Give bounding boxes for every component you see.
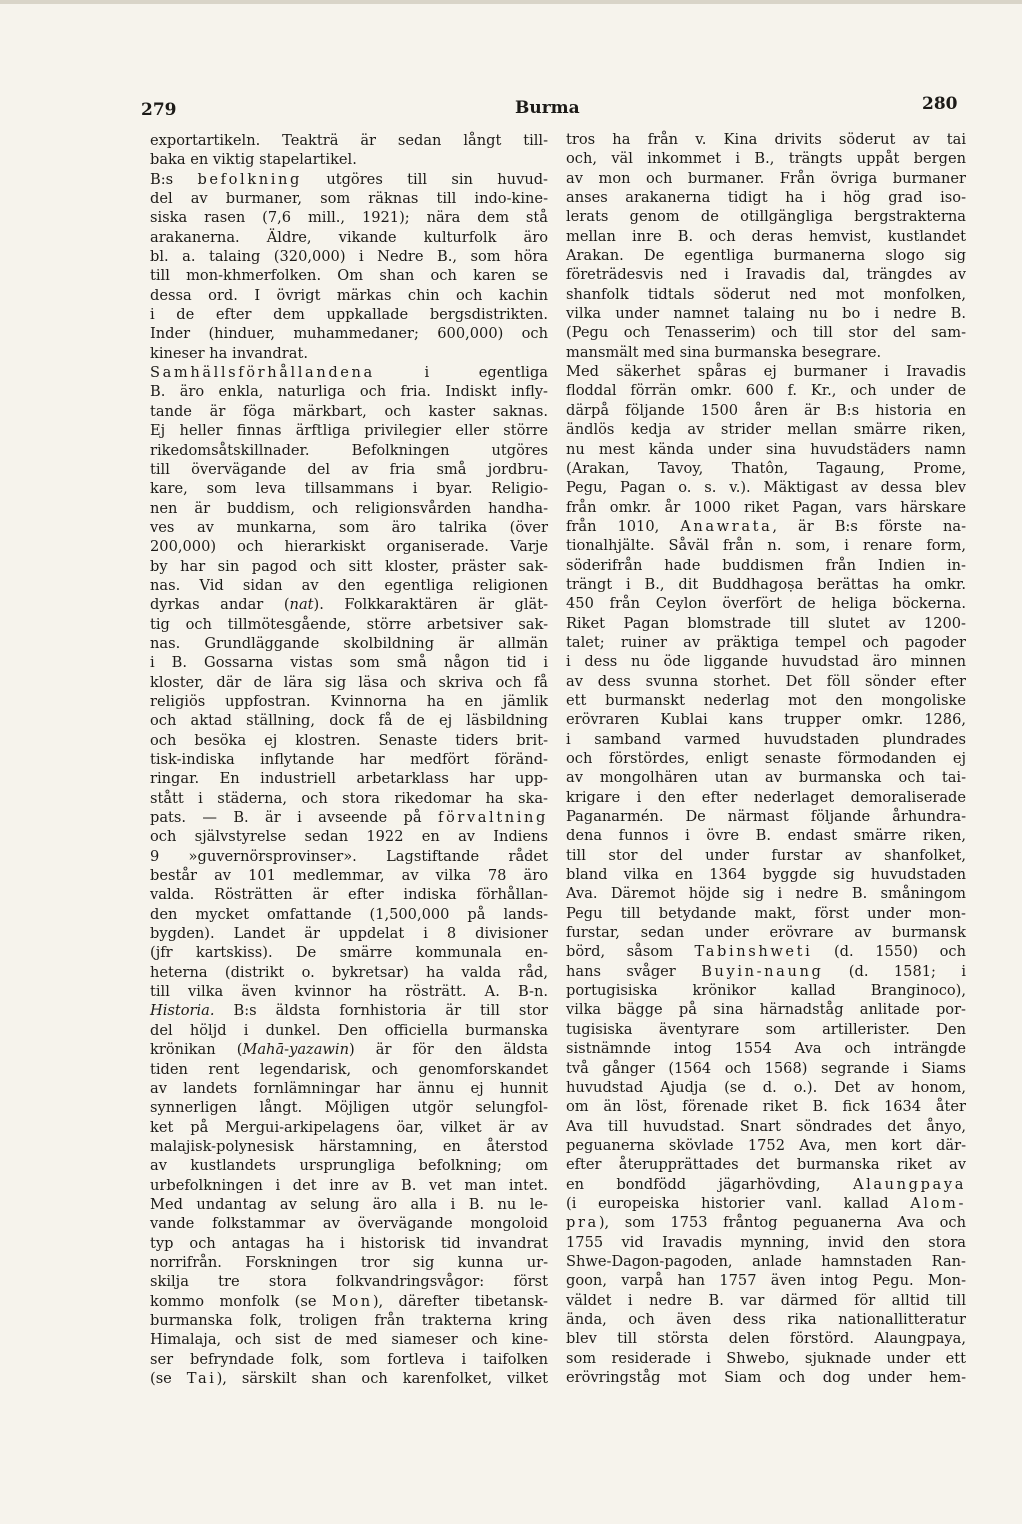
text-segment: ), som 1753 fråntog peguanerna Ava och: [598, 1214, 966, 1232]
text-line: [566, 381, 966, 400]
text-line: [566, 362, 966, 381]
text-segment: nas. Grundläggande skolbildning är allmän: [150, 634, 548, 652]
spaced-keyword: Samhällsförhållandena: [150, 364, 375, 382]
text-line: [566, 498, 966, 517]
text-line: [150, 441, 548, 460]
text-segment: erövringståg mot Siam och dog under hem-: [566, 1369, 966, 1386]
text-line: [150, 247, 548, 266]
text-segment: Inder (hinduer, muhammedaner; 600,000) och: [150, 325, 548, 343]
text-segment: (se: [150, 1370, 187, 1387]
text-segment: från omkr. år 1000 riket Pagan, vars härskare: [566, 498, 966, 516]
text-line: [150, 615, 548, 634]
text-segment: består av 101 medlemmar, av vilka 78 äro: [150, 867, 548, 885]
text-line: [566, 1078, 966, 1097]
text-line: [150, 1021, 548, 1040]
text-line: [150, 731, 548, 750]
text-segment: av mon och burmaner. Från övriga burmaner: [566, 169, 966, 187]
text-line: [566, 265, 966, 284]
text-line: [150, 518, 548, 537]
text-line: [150, 1040, 548, 1059]
text-line: [566, 343, 966, 362]
text-line: [150, 1001, 548, 1020]
text-line: [150, 286, 548, 305]
text-segment: pats. — B. är i avseende på: [150, 809, 438, 827]
text-line: [566, 788, 966, 807]
text-line: [566, 149, 966, 168]
text-segment: mellan inre B. och deras hemvist, kustlandet: [566, 227, 966, 245]
text-segment: vilka bägge på sina härnadståg anlitade por-: [566, 1001, 966, 1019]
text-segment: om än löst, förenade riket B. fick 1634 åter: [566, 1098, 966, 1116]
text-line: [566, 478, 966, 497]
text-line: [566, 1349, 966, 1368]
text-line: [566, 207, 966, 226]
text-segment: och, väl inkommet i B., trängts uppåt bergen: [566, 150, 966, 168]
text-line: [566, 1291, 966, 1310]
text-line: [566, 942, 966, 961]
text-segment: Ava. Däremot höjde sig i nedre B. småningom: [566, 885, 966, 903]
text-segment: ket på Mergui-arkipelagens öar, vilket är av: [150, 1118, 548, 1136]
text-line: [566, 323, 966, 342]
text-line: [150, 1118, 548, 1137]
text-line: [150, 827, 548, 846]
text-line: [566, 981, 966, 1000]
text-segment: 200,000) och hierarkiskt organiserade. Varje: [150, 538, 548, 556]
text-segment: ringar. En industriell arbetarklass har upp-: [150, 770, 548, 788]
text-segment: den mycket omfattande (1,500,000 på lands-: [150, 905, 548, 923]
text-segment: väldet i nedre B. var därmed för alltid till: [566, 1291, 966, 1309]
text-segment: ), särskilt shan och karenfolket, vilket: [216, 1370, 549, 1387]
text-segment: burmanska folk, troligen från trakterna kring: [150, 1311, 548, 1329]
text-line: [566, 130, 966, 149]
text-segment: arakanerna. Äldre, vikande kulturfolk äro: [150, 228, 548, 246]
text-line: [150, 1292, 548, 1311]
text-segment: bland vilka en 1364 byggde sig huvudstaden: [566, 866, 966, 884]
text-segment: Pegu, Pagan o. s. v.). Mäktigast av dessa blev: [566, 479, 966, 497]
text-line: [566, 962, 966, 981]
text-line: [566, 1117, 966, 1136]
text-line: [566, 1155, 966, 1174]
text-line: [566, 285, 966, 304]
text-segment: krönikan (: [150, 1041, 243, 1059]
text-line: [566, 1252, 966, 1271]
text-segment: talet; ruiner av präktiga tempel och pagoder: [566, 633, 966, 651]
text-line: [566, 575, 966, 594]
text-segment: Riket Pagan blomstrade till slutet av 1200-: [566, 614, 966, 632]
text-line: [150, 1060, 548, 1079]
text-segment: heterna (distrikt o. bykretsar) ha valda råd,: [150, 963, 548, 981]
text-segment: i B. Gossarna vistas som små någon tid i: [150, 654, 548, 672]
text-line: [566, 1020, 966, 1039]
page-top-edge: [0, 0, 1022, 4]
text-segment: del höljd i dunkel. Den officiella burmanska: [150, 1021, 548, 1039]
text-line: [566, 1368, 966, 1387]
text-segment: nen är buddism, och religionsvården handha-: [150, 499, 548, 517]
text-segment: (d. 1581; i: [823, 962, 966, 980]
text-line: [566, 672, 966, 691]
text-segment: tionalhjälte. Såväl från n. som, i renare form,: [566, 537, 966, 555]
text-line: [150, 1253, 548, 1272]
text-segment: exportartikeln. Teakträ är sedan långt till-: [150, 132, 548, 149]
text-line: [566, 1136, 966, 1155]
text-segment: kare, som leva tillsammans i byar. Religio-: [150, 480, 548, 498]
text-segment: Arakan. De egentliga burmanerna slogo sig: [566, 247, 966, 265]
spaced-keyword: Mon: [331, 1292, 373, 1310]
text-line: [566, 1000, 966, 1019]
text-line: [566, 846, 966, 865]
text-segment: bl. a. talaing (320,000) i Nedre B., som höra: [150, 248, 548, 266]
spaced-keyword: Buyin-naung: [701, 962, 824, 980]
text-segment: siska rasen (7,6 mill., 1921); nära dem stå: [150, 209, 548, 227]
text-segment: Ava till huvudstad. Snart söndrades det ånyo,: [566, 1117, 966, 1135]
text-line: [150, 324, 548, 343]
text-line: [566, 536, 966, 555]
text-line: [150, 769, 548, 788]
text-line: [150, 1137, 548, 1156]
text-segment: by har sin pagod och sitt kloster, präster sak-: [150, 557, 548, 575]
text-line: [566, 884, 966, 903]
text-line: [566, 517, 966, 536]
text-line: [150, 1156, 548, 1175]
text-segment: och besöka ej klostren. Senaste tiders brit-: [150, 731, 548, 749]
text-line: [150, 1234, 548, 1253]
text-line: [566, 440, 966, 459]
text-segment: nas. Vid sidan av den egentliga religionen: [150, 576, 548, 594]
text-segment: vande folkstammar av övervägande mongoloid: [150, 1215, 548, 1233]
text-line: [150, 885, 548, 904]
text-line: [566, 691, 966, 710]
text-segment: tig och tillmötesgående, större arbetsiver sak-: [150, 615, 548, 633]
text-segment: till mon-khmerfolken. Om shan och karen se: [150, 267, 548, 285]
text-line: [566, 904, 966, 923]
text-segment: (d. 1550) och: [812, 943, 966, 961]
text-line: [150, 634, 548, 653]
text-segment: som residerade i Shwebo, sjuknade under ett: [566, 1349, 966, 1367]
text-segment: B. äro enkla, naturliga och fria. Indiskt infly-: [150, 383, 548, 401]
text-segment: till stor del under furstar av shanfolket,: [566, 846, 966, 864]
text-line: [566, 865, 966, 884]
text-segment: i egentliga: [374, 364, 548, 382]
text-line: [150, 963, 548, 982]
text-line: [566, 1329, 966, 1348]
text-segment: tiden rent legendarisk, och genomforskandet: [150, 1060, 548, 1078]
page-header: [0, 94, 1022, 126]
text-line: [150, 943, 548, 962]
text-segment: av dess svunna storhet. Det föll sönder efter: [566, 672, 966, 690]
running-title: Burma: [515, 98, 580, 118]
text-line: [150, 808, 548, 827]
text-segment: (Arakan, Tavoy, Thatôn, Tagaung, Prome,: [566, 459, 966, 477]
text-segment: hans svåger: [566, 962, 702, 980]
text-segment: i samband varmed huvudstaden plundrades: [566, 730, 966, 748]
text-segment: del av burmaner, som räknas till indo-kine-: [150, 190, 548, 208]
spaced-keyword: förvaltning: [437, 809, 548, 827]
text-segment: från 1010,: [566, 517, 681, 535]
text-segment: skilja tre stora folkvandringsvågor: först: [150, 1273, 548, 1291]
text-segment: utgöres till sin huvud-: [301, 170, 548, 188]
text-line: [150, 1369, 548, 1388]
text-line: [566, 169, 966, 188]
text-segment: Med undantag av selung äro alla i B. nu le-: [150, 1195, 548, 1213]
text-segment: Ej heller finnas ärftliga privilegier eller större: [150, 422, 548, 440]
text-line: [566, 1039, 966, 1058]
text-segment: av kustlandets ursprungliga befolkning; om: [150, 1157, 548, 1175]
text-line: [566, 826, 966, 845]
page-number-left: 279: [141, 100, 177, 120]
italic-term: Historia.: [150, 1002, 215, 1020]
text-line: [150, 131, 548, 150]
text-segment: ända, och även dess rika nationallitteratur: [566, 1310, 966, 1328]
text-segment: ves av munkarna, som äro talrika (över: [150, 518, 548, 536]
text-line: [150, 1311, 548, 1330]
text-line: [566, 420, 966, 439]
text-line: [150, 673, 548, 692]
text-segment: valda. Rösträtten är efter indiska förhållan-: [150, 886, 548, 904]
text-line: [566, 246, 966, 265]
text-line: [150, 537, 548, 556]
text-line: [150, 1195, 548, 1214]
text-segment: shanfolk tidtals söderut ned mot monfolken,: [566, 285, 966, 303]
text-line: [150, 711, 548, 730]
text-line: [566, 1271, 966, 1290]
text-segment: goon, varpå han 1757 även intog Pegu. Mon-: [566, 1272, 966, 1290]
text-segment: synnerligen långt. Möjligen utgör selungfol-: [150, 1099, 548, 1117]
text-segment: tisk-indiska inflytande har medfört föränd-: [150, 751, 548, 768]
text-segment: vilka under namnet talaing nu bo i nedre B.: [566, 305, 966, 323]
text-segment: (i europeiska historier vanl. kallad: [566, 1194, 911, 1212]
text-segment: anses arakanerna tidigt ha i hög grad iso-: [566, 189, 966, 207]
text-segment: religiös uppfostran. Kvinnorna ha en jämlik: [150, 692, 548, 710]
text-line: [150, 557, 548, 576]
text-line: [566, 401, 966, 420]
text-line: [150, 924, 548, 943]
text-segment: lerats genom de otillgängliga bergstrakterna: [566, 208, 966, 226]
text-line: [566, 556, 966, 575]
text-segment: huvudstad Ajudja (se d. o.). Det av honom,: [566, 1078, 966, 1096]
spaced-keyword: Alom-: [910, 1194, 966, 1212]
text-segment: krigare i den efter nederlaget demoraliserade: [566, 788, 966, 806]
text-line: [150, 208, 548, 227]
text-segment: 450 från Ceylon överfört de heliga böckerna.: [566, 595, 966, 613]
text-line: [150, 576, 548, 595]
spaced-keyword: befolkning: [197, 170, 302, 188]
page-number-right: 280: [922, 94, 958, 114]
text-line: [150, 692, 548, 711]
text-segment: ) är för den äldsta: [348, 1041, 549, 1059]
text-segment: urbefolkningen i det inre av B. vet man intet.: [150, 1176, 548, 1194]
text-line: [150, 382, 548, 401]
text-line: [150, 847, 548, 866]
text-segment: kineser ha invandrat.: [150, 344, 308, 362]
text-line: [150, 189, 548, 208]
text-line: [566, 614, 966, 633]
text-segment: en bondfödd jägarhövding,: [566, 1175, 853, 1193]
text-segment: sistnämnde intog 1554 Ava och inträngde: [566, 1040, 966, 1058]
text-segment: (jfr kartskiss). De smärre kommunala en-: [150, 944, 548, 962]
text-segment: B:s: [150, 170, 198, 188]
text-segment: typ och antagas ha i historisk tid invandrat: [150, 1234, 548, 1252]
text-line: [566, 1310, 966, 1329]
text-segment: kloster, där de lära sig läsa och skriva och få: [150, 673, 548, 691]
text-segment: , är B:s förste na-: [772, 517, 966, 535]
text-segment: söderifrån hade buddismen från Indien in-: [566, 556, 966, 574]
text-line: [566, 1175, 966, 1194]
text-line: [150, 499, 548, 518]
text-line: [150, 402, 548, 421]
text-line: [566, 768, 966, 787]
text-segment: av landets fornlämningar har ännu ej hunnit: [150, 1079, 548, 1097]
text-line: [150, 1098, 548, 1117]
text-segment: till övervägande del av fria små jordbru-: [150, 460, 548, 478]
text-segment: dessa ord. I övrigt märkas chin och kachin: [150, 286, 548, 304]
text-line: [150, 1330, 548, 1349]
text-line: [150, 460, 548, 479]
text-line: [150, 1272, 548, 1291]
left-column: [150, 131, 548, 1388]
spaced-keyword: Alaungpaya: [852, 1175, 966, 1193]
text-segment: mansmält med sina burmanska besegrare.: [566, 343, 882, 361]
text-segment: norrifrån. Forskningen tror sig kunna ur-: [150, 1253, 548, 1271]
text-segment: ändlös kedja av strider mellan smärre riken,: [566, 421, 966, 439]
text-line: [150, 266, 548, 285]
text-line: [566, 749, 966, 768]
text-line: [150, 595, 548, 614]
text-segment: och förstördes, enligt senaste förmodanden ej: [566, 750, 966, 767]
text-segment: tugisiska äventyrare som artillerister. Den: [566, 1020, 966, 1038]
text-segment: portugisiska krönikor kallad Branginoco),: [566, 982, 966, 1000]
text-line: [566, 633, 966, 652]
text-segment: nu mest kända under sina huvudstäders namn: [566, 440, 966, 458]
text-line: [566, 1233, 966, 1252]
text-line: [150, 905, 548, 924]
text-line: [150, 421, 548, 440]
right-column: [566, 130, 966, 1387]
text-line: [150, 344, 548, 363]
text-line: [566, 710, 966, 729]
text-segment: Paganarmén. De närmast följande århundra-: [566, 808, 966, 826]
text-segment: rikedomsåtskillnader. Befolkningen utgöres: [150, 441, 548, 459]
text-line: [150, 982, 548, 1001]
text-line: [150, 1176, 548, 1195]
text-line: [566, 304, 966, 323]
text-segment: ). Folkkaraktären är glät-: [313, 596, 548, 614]
text-line: [150, 479, 548, 498]
text-line: [566, 730, 966, 749]
text-line: [150, 305, 548, 324]
text-line: [566, 1194, 966, 1213]
text-segment: B:s äldsta fornhistoria är till stor: [214, 1002, 548, 1020]
text-line: [566, 807, 966, 826]
text-segment: börd, såsom: [566, 943, 695, 961]
text-segment: ser befryndade folk, som fortleva i taifolken: [150, 1350, 548, 1368]
text-segment: tande är föga märkbart, och kaster saknas.: [150, 402, 548, 420]
text-segment: bygden). Landet är uppdelat i 8 divisioner: [150, 925, 548, 943]
text-segment: Shwe-Dagon-pagoden, anlade hamnstaden Ran-: [566, 1252, 966, 1270]
text-segment: furstar, sedan under erövrare av burmansk: [566, 924, 966, 942]
text-segment: kommo monfolk (se: [150, 1292, 332, 1310]
text-line: [150, 170, 548, 189]
text-segment: tros ha från v. Kina drivits söderut av tai: [566, 131, 966, 148]
text-segment: ), därefter tibetansk-: [372, 1292, 548, 1310]
text-line: [150, 228, 548, 247]
text-line: [566, 1059, 966, 1078]
text-segment: (Pegu och Tenasserim) och till stor del sam-: [566, 324, 966, 342]
text-line: [150, 1079, 548, 1098]
text-segment: dyrkas andar (: [150, 596, 290, 614]
spaced-keyword: pra: [566, 1214, 599, 1232]
text-line: [150, 750, 548, 769]
text-segment: och aktad ställning, dock få de ej läsbildning: [150, 712, 548, 730]
text-line: [566, 188, 966, 207]
text-segment: efter återupprättades det burmanska riket av: [566, 1156, 966, 1174]
text-line: [150, 866, 548, 885]
text-segment: två gånger (1564 och 1568) segrande i Siams: [566, 1059, 966, 1077]
text-line: [566, 459, 966, 478]
text-line: [566, 923, 966, 942]
text-line: [150, 1350, 548, 1369]
text-segment: 9 »guvernörsprovinser». Lagstiftande rådet: [150, 847, 548, 865]
text-line: [150, 789, 548, 808]
text-segment: peguanerna skövlade 1752 Ava, men kort där-: [566, 1136, 966, 1154]
text-segment: av mongolhären utan av burmanska och tai-: [566, 769, 966, 787]
text-segment: Med säkerhet spåras ej burmaner i Iravadis: [566, 363, 966, 381]
text-line: [566, 1213, 966, 1232]
text-segment: företrädesvis ned i Iravadis dal, trängdes av: [566, 266, 966, 284]
italic-term: nat: [289, 596, 314, 614]
spaced-keyword: Tabinshweti: [694, 943, 813, 961]
spaced-keyword: Anawrata: [680, 517, 773, 535]
text-segment: Himalaja, och sist de med siameser och kine-: [150, 1331, 548, 1349]
text-line: [150, 150, 548, 169]
text-segment: ett burmanskt nederlag mot den mongoliske: [566, 691, 966, 709]
text-segment: 1755 vid Iravadis mynning, invid den stora: [566, 1233, 966, 1251]
text-line: [566, 652, 966, 671]
text-segment: trängt i B., dit Buddhagoṣa berättas ha omkr.: [566, 575, 966, 593]
text-segment: Pegu till betydande makt, först under mon-: [566, 904, 966, 922]
text-line: [566, 1097, 966, 1116]
text-segment: därpå följande 1500 åren är B:s historia en: [566, 401, 966, 419]
text-segment: blev till största delen förstörd. Alaungpaya,: [566, 1330, 966, 1348]
text-line: [150, 363, 548, 382]
text-line: [150, 653, 548, 672]
text-segment: i de efter dem uppkallade bergsdistrikten.: [150, 306, 548, 324]
text-segment: erövraren Kublai kans trupper omkr. 1286,: [566, 711, 966, 729]
text-segment: baka en viktig stapelartikel.: [150, 151, 357, 169]
text-line: [566, 227, 966, 246]
text-segment: och självstyrelse sedan 1922 en av Indiens: [150, 828, 548, 846]
italic-term: Mahā-yazawin: [242, 1041, 349, 1059]
text-segment: malajisk-polynesisk härstamning, en återstod: [150, 1137, 548, 1155]
text-segment: i dess nu öde liggande huvudstad äro minnen: [566, 653, 966, 671]
text-segment: till vilka även kvinnor ha rösträtt. A. B-n.: [150, 983, 548, 1001]
text-segment: floddal förrän omkr. 600 f. Kr., och under de: [566, 382, 966, 400]
text-segment: dena funnos i övre B. endast smärre riken,: [566, 827, 966, 845]
text-line: [150, 1214, 548, 1233]
spaced-keyword: Tai: [186, 1370, 217, 1387]
text-segment: stått i städerna, och stora rikedomar ha ska-: [150, 789, 548, 807]
text-line: [566, 594, 966, 613]
